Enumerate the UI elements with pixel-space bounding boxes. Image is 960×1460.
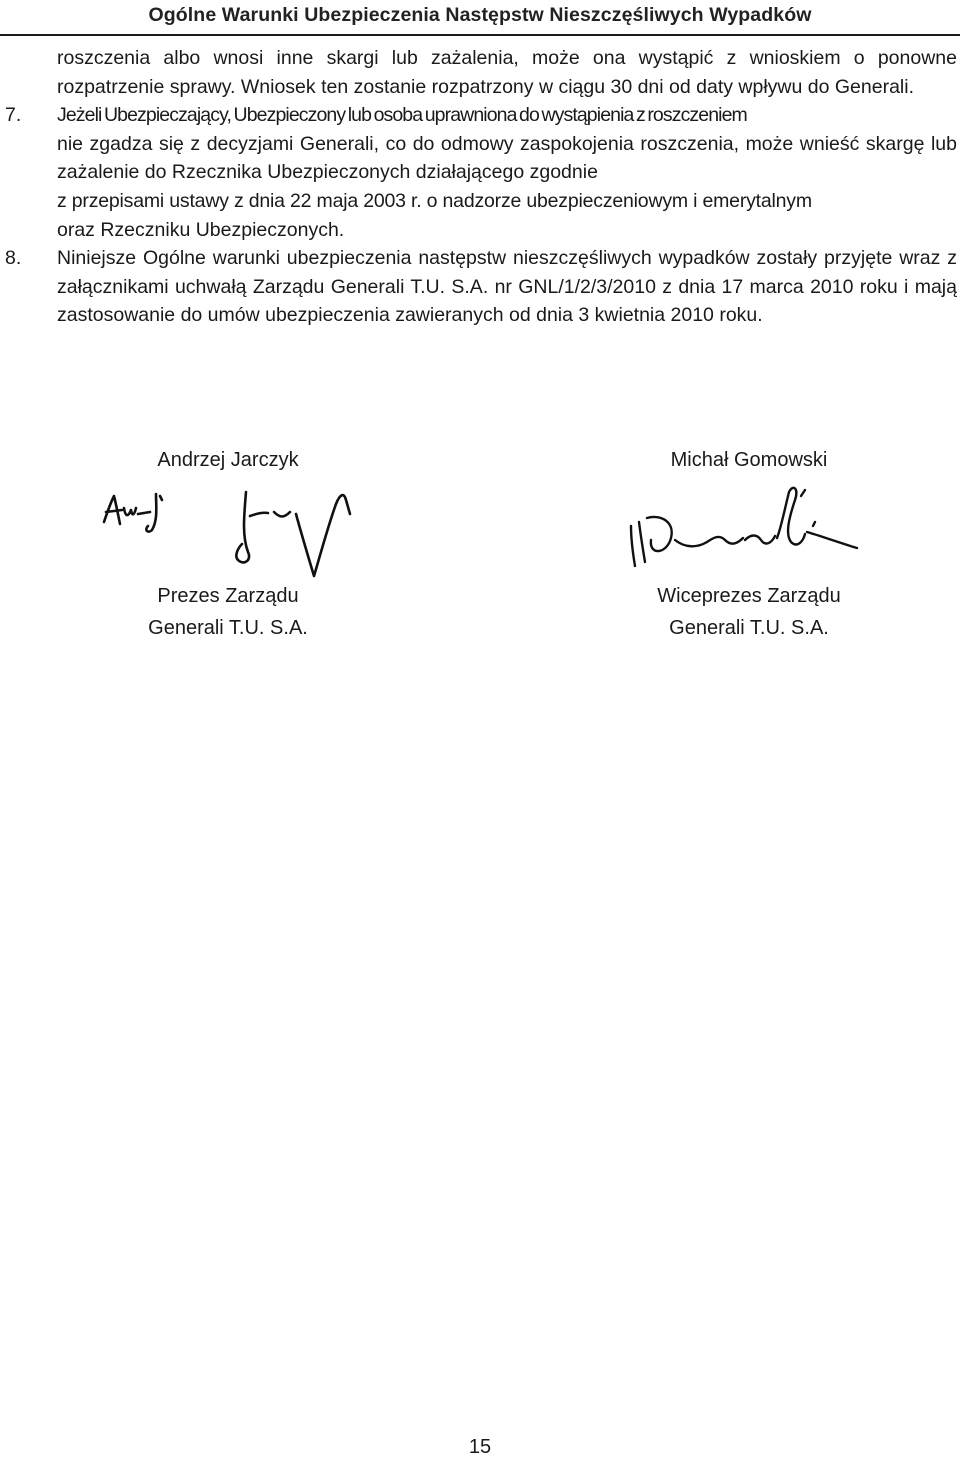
clause-7-text: nie zgadza się z decyzjami Generali, co do odmowy zaspokojenia roszczenia, może wnieść skargę lub zażalenie do Rzecznika Ubezpieczonych działającego zgodnie bbox=[57, 132, 957, 184]
clause-8-text: Niniejsze Ogólne warunki ubezpieczenia następstw nieszczęśliwych wypadków zostały przyjęte wraz z załącznikami uchwałą Zarządu Generali T.U. S.A. nr GNL/1/2/3/2010 z dnia 17 marca 2010 roku i mają zastosowanie do umów ubezpieczenia zawieranych od dnia 3 kwietnia 2010 roku. bbox=[57, 247, 957, 327]
clause-7-line-4: z przepisami ustawy z dnia 22 maja 2003 r. o nadzorze ubezpieczeniowym i emerytalnym bbox=[57, 189, 812, 212]
signatory-company: Generali T.U. S.A. bbox=[669, 617, 829, 639]
clause-7-line-1: Jeżeli Ubezpieczający, Ubezpieczony lub osoba uprawniona do wystąpienia z roszczeniem bbox=[57, 104, 747, 127]
document-title: Ogólne Warunki Ubezpieczenia Następstw Nieszczęśliwych Wypadków bbox=[148, 4, 812, 26]
clause-number: 8. bbox=[5, 247, 22, 270]
signature-block-right bbox=[589, 444, 909, 654]
header-divider bbox=[0, 34, 960, 36]
signatory-role: Wiceprezes Zarządu bbox=[657, 585, 841, 607]
document-body bbox=[5, 44, 957, 330]
signatory-name: Michał Gomowski bbox=[670, 449, 828, 471]
signature-block-left bbox=[68, 444, 388, 654]
signatory-name: Andrzej Jarczyk bbox=[157, 449, 299, 471]
clause-7-line-5: oraz Rzeczniku Ubezpieczonych. bbox=[57, 218, 345, 241]
signatory-company: Generali T.U. S.A. bbox=[148, 617, 308, 639]
clause-7 bbox=[5, 101, 957, 244]
clause-number: 7. bbox=[5, 104, 22, 127]
handwritten-signature-icon bbox=[625, 478, 875, 578]
signatory-role: Prezes Zarządu bbox=[157, 585, 299, 607]
continuation-paragraph: roszczenia albo wnosi inne skargi lub zażalenia, może ona wystąpić z wnioskiem o ponowne rozpatrzenie sprawy. Wniosek ten zostanie rozpatrzony w ciągu 30 dni od daty wpływu do Generali. bbox=[57, 47, 957, 98]
clause-8 bbox=[5, 244, 957, 330]
page-number: 15 bbox=[468, 1436, 492, 1458]
page-header bbox=[0, 0, 960, 34]
